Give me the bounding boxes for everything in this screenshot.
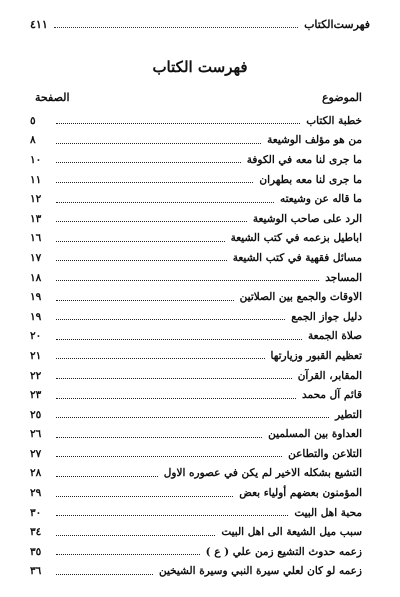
toc-entry-title: زعمه لو كان لعلي سيرة النبي وسيرة الشيخين xyxy=(158,565,362,578)
toc-entry-page: ١٦ xyxy=(30,232,42,245)
toc-entry-title: ما جرى لنا معه بطهران xyxy=(259,173,362,186)
toc-entry-page: ٢٢ xyxy=(30,369,42,382)
toc-entry xyxy=(30,542,362,562)
toc-entry-title: صلاة الجمعة xyxy=(308,330,362,343)
toc-entry-page: ١٢ xyxy=(30,193,42,206)
toc-entry-title: تعظيم القبور وزيارتها xyxy=(270,349,362,362)
toc-entry-page: ٣٥ xyxy=(30,545,42,558)
dot-leader xyxy=(56,378,292,379)
toc-entry-title: المساجد xyxy=(325,271,362,284)
running-head xyxy=(30,15,370,33)
toc-entry xyxy=(30,425,362,445)
toc-entry xyxy=(30,189,362,209)
toc-entry xyxy=(30,444,362,464)
dot-leader xyxy=(56,241,225,242)
toc-entry-page: ٢٧ xyxy=(30,447,42,460)
toc-entry xyxy=(30,385,362,405)
toc-entry-page: ١٩ xyxy=(30,310,42,323)
toc-entry xyxy=(30,268,362,288)
toc-entry-page: ٥ xyxy=(30,114,36,127)
toc-entry-page: ٣٤ xyxy=(30,526,42,539)
toc-entry xyxy=(30,483,362,503)
dot-leader xyxy=(56,143,261,144)
dot-leader xyxy=(56,574,153,575)
dot-leader xyxy=(56,123,300,124)
dot-leader xyxy=(56,476,158,477)
toc-entry-title: مسائل فقهية في كتب الشيعة xyxy=(232,251,362,264)
toc-entry-page: ١٧ xyxy=(30,251,42,264)
toc-entry-title: المقابر، القرآن xyxy=(297,369,362,382)
dot-leader xyxy=(56,535,215,536)
toc-entry-page: ١١ xyxy=(30,173,42,186)
toc-entry-title: الاوقات والجمع بين الصلاتين xyxy=(239,291,362,304)
toc-entry-title: المؤمنون بعضهم أولياء بعض xyxy=(239,487,362,500)
toc-entry-page: ١٨ xyxy=(30,271,42,284)
dot-leader xyxy=(56,515,288,516)
toc-entry-page: ٣٠ xyxy=(30,506,42,519)
dot-leader xyxy=(56,456,282,457)
toc-entry-title: دليل جواز الجمع xyxy=(291,310,362,323)
toc-entry-title: التلاعن والتطاعن xyxy=(288,447,362,460)
dot-leader xyxy=(56,300,234,301)
dot-leader xyxy=(56,417,329,418)
toc-entry-title: العداوة بين المسلمين xyxy=(268,428,362,441)
toc-entry xyxy=(30,287,362,307)
toc-entry-title: اباطيل بزعمه في كتب الشيعة xyxy=(230,232,362,245)
toc-entry xyxy=(30,464,362,484)
dot-leader xyxy=(56,339,302,340)
toc-entry xyxy=(30,131,362,151)
toc-entry xyxy=(30,522,362,542)
column-header-subject: الموضوع xyxy=(321,91,362,104)
dot-leader xyxy=(56,496,233,497)
toc-entry xyxy=(30,111,362,131)
dot-leader xyxy=(56,554,200,555)
toc-entry-page: ١٣ xyxy=(30,212,42,225)
toc-entry-page: ٢٨ xyxy=(30,467,42,480)
toc-entry xyxy=(30,170,362,190)
toc-entry-page: ١٩ xyxy=(30,291,42,304)
column-headers xyxy=(35,91,362,107)
toc-list xyxy=(30,111,362,581)
running-head-page-number: ٤١١ xyxy=(30,17,48,31)
toc-entry xyxy=(30,562,362,582)
dot-leader xyxy=(56,437,262,438)
toc-entry xyxy=(30,327,362,347)
toc-entry-page: ٢٩ xyxy=(30,487,42,500)
toc-entry-title: ما قاله عن وشيعته xyxy=(280,193,362,206)
toc-entry-title: التطير xyxy=(335,408,362,421)
toc-entry xyxy=(30,405,362,425)
toc-entry-page: ٢١ xyxy=(30,349,42,362)
toc-entry xyxy=(30,346,362,366)
toc-entry-page: ٢٠ xyxy=(30,330,42,343)
toc-entry-title: ما جرى لنا معه في الكوفة xyxy=(246,153,362,166)
toc-entry-title: من هو مؤلف الوشيعة xyxy=(267,134,362,147)
toc-entry-page: ١٠ xyxy=(30,153,42,166)
dot-leader xyxy=(56,260,227,261)
toc-entry-title: الرد على صاحب الوشيعة xyxy=(252,212,362,225)
toc-entry-page: ٣٦ xyxy=(30,565,42,578)
toc-entry xyxy=(30,229,362,249)
dot-leader xyxy=(56,319,285,320)
dot-leader xyxy=(56,202,274,203)
toc-entry-page: ٨ xyxy=(30,134,36,147)
toc-entry-page: ٢٣ xyxy=(30,389,42,402)
toc-entry xyxy=(30,150,362,170)
dot-leader xyxy=(56,398,296,399)
toc-entry xyxy=(30,366,362,386)
toc-entry xyxy=(30,503,362,523)
dot-leader xyxy=(56,280,319,281)
toc-entry-title: محبة اهل البيت xyxy=(294,506,362,519)
running-head-title: فهرست‌الكتاب xyxy=(304,17,370,31)
running-head-leader xyxy=(54,27,298,28)
toc-entry-page: ٢٥ xyxy=(30,408,42,421)
page-title: فهرست الكتاب xyxy=(152,58,248,76)
column-header-page: الصفحة xyxy=(35,91,70,104)
dot-leader xyxy=(56,162,241,163)
dot-leader xyxy=(56,358,265,359)
toc-entry-title: زعمه حدوث التشيع زمن علي ( ع ) xyxy=(205,545,362,558)
toc-entry xyxy=(30,209,362,229)
toc-entry-title: سبب ميل الشيعة الى اهل البيت xyxy=(221,526,362,539)
toc-entry-title: خطبة الكتاب xyxy=(306,114,362,127)
toc-entry-title: قائم آل محمد xyxy=(302,389,362,402)
toc-entry-page: ٢٦ xyxy=(30,428,42,441)
dot-leader xyxy=(56,221,247,222)
toc-entry xyxy=(30,248,362,268)
dot-leader xyxy=(56,182,253,183)
toc-entry xyxy=(30,307,362,327)
toc-entry-title: التشيع بشكله الاخير لم يكن في عصوره الاول xyxy=(163,467,362,480)
